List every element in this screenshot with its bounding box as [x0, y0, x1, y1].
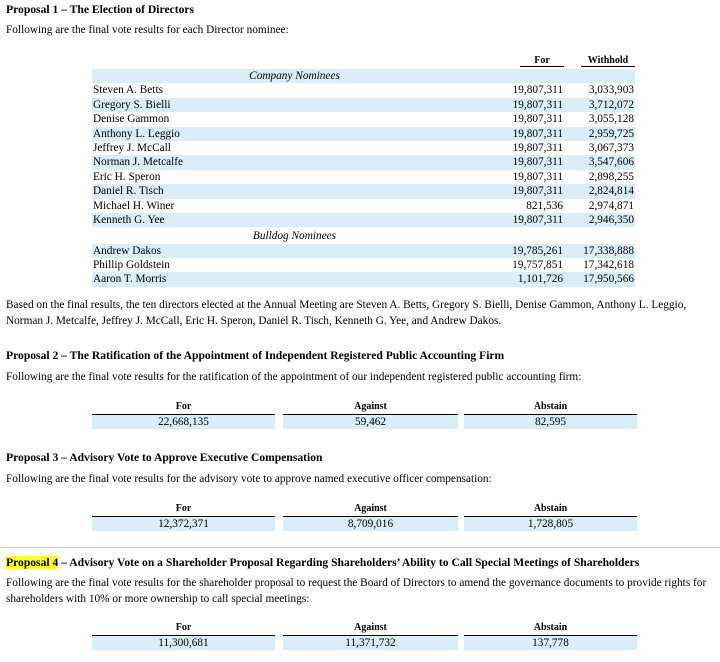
nominee-for-votes: 19,807,311 [512, 170, 563, 183]
proposal4-against-label: Against [283, 620, 458, 636]
nominee-for-votes: 19,807,311 [512, 84, 563, 97]
nominee-for-votes: 19,807,311 [512, 113, 563, 126]
nominee-row [92, 244, 635, 258]
proposal2-for-label: For [92, 399, 275, 415]
nominee-for-votes: 19,807,311 [512, 185, 563, 198]
proposal1-intro: Following are the final vote results for each Director nominee: [6, 24, 289, 36]
proposal4-heading [6, 556, 639, 569]
nominee-name: Aaron T. Morris [93, 273, 167, 286]
nominee-for-votes: 19,807,311 [512, 156, 563, 169]
nominee-for-votes: 19,807,311 [512, 127, 563, 140]
group-company-label: Company Nominees [249, 70, 340, 82]
nominee-name: Jeffrey J. McCall [93, 141, 171, 154]
col-for-header: For [520, 55, 564, 67]
group-bulldog-row [92, 229, 635, 243]
director-table-header [92, 55, 635, 69]
proposal2-for-col [92, 399, 275, 429]
nominee-row [92, 258, 635, 272]
nominee-withhold-votes: 3,055,128 [588, 113, 634, 126]
proposal4-intro: Following are the final vote results for the shareholder proposal to request the Board of Directors to amend the governance documents to provide rights for shareholders with 10% or more ownership to call special meetings: [6, 577, 707, 605]
nominee-withhold-votes: 3,067,373 [588, 141, 634, 154]
proposal2-abstain-value: 82,595 [464, 415, 637, 429]
proposal4-for-col [92, 620, 275, 650]
proposal3-for-value: 12,372,371 [92, 517, 275, 531]
nominee-withhold-votes: 17,950,566 [583, 273, 634, 286]
proposal3-abstain-col [464, 501, 637, 531]
section-divider [0, 547, 720, 548]
nominee-name: Gregory S. Bielli [93, 98, 171, 111]
proposal4-abstain-value: 137,778 [464, 636, 637, 650]
proposal4-vote-table [92, 620, 637, 654]
proposal1-heading: Proposal 1 – The Election of Directors [6, 3, 195, 16]
group-bulldog-label: Bulldog Nominees [252, 230, 337, 243]
proposal3-heading: Proposal 3 – Advisory Vote to Approve Executive Compensation [6, 451, 323, 464]
proposal2-abstain-col [464, 399, 637, 429]
nominee-withhold-votes: 2,946,350 [588, 213, 634, 226]
nominee-name: Michael H. Winer [93, 199, 175, 212]
nominee-row [92, 155, 635, 169]
nominee-withhold-votes: 2,898,255 [588, 170, 634, 183]
nominee-withhold-votes: 3,033,903 [588, 84, 634, 97]
proposal3-intro: Following are the final vote results for the advisory vote to approve named executive officer compensation: [6, 473, 492, 485]
proposal3-for-col [92, 501, 275, 531]
nominee-for-votes: 19,757,851 [512, 259, 563, 272]
nominee-name: Steven A. Betts [93, 84, 163, 97]
nominee-withhold-votes: 2,959,725 [588, 127, 634, 140]
proposal2-against-value: 59,462 [283, 415, 458, 429]
group-company-row [92, 69, 635, 83]
proposal2-vote-table [92, 399, 637, 433]
proposal4-heading-rest: – Advisory Vote on a Shareholder Proposal Regarding Shareholders’ Ability to Call Special Meetings of Shareholders [58, 556, 640, 569]
nominee-withhold-votes: 3,712,072 [588, 98, 634, 111]
proposal3-abstain-value: 1,728,805 [464, 517, 637, 531]
nominee-withhold-votes: 2,974,871 [588, 199, 634, 212]
nominee-withhold-votes: 3,547,606 [588, 156, 634, 169]
proposal2-abstain-label: Abstain [464, 399, 637, 415]
nominee-row [92, 170, 635, 184]
proposal2-heading: Proposal 2 – The Ratification of the Appointment of Independent Registered Public Accounting Firm [6, 349, 505, 362]
nominee-row [92, 141, 635, 155]
proposal2-against-label: Against [283, 399, 458, 415]
nominee-name: Denise Gammon [93, 113, 170, 126]
company-nominee-rows [92, 83, 635, 227]
nominee-row [92, 213, 635, 227]
nominee-name: Kenneth G. Yee [93, 213, 165, 226]
nominee-for-votes: 821,536 [526, 199, 563, 212]
proposal1-summary: Based on the final results, the ten directors elected at the Annual Meeting are Steven A. Betts, Gregory S. Bielli, Denise Gammon, Anthony L. Leggio, Norman J. Metcalfe, Jeffrey J. McCall, Eric H. Speron, Daniel R. Tisch, Kenneth G. Yee, and Andrew Dakos. [6, 299, 687, 327]
nominee-withhold-votes: 2,824,814 [588, 185, 634, 198]
proposal4-against-value: 11,371,732 [283, 636, 458, 650]
nominee-row [92, 127, 635, 141]
nominee-for-votes: 19,807,311 [512, 98, 563, 111]
nominee-row [92, 272, 635, 286]
nominee-for-votes: 19,807,311 [512, 141, 563, 154]
proposal4-against-col [283, 620, 458, 650]
nominee-withhold-votes: 17,342,618 [583, 259, 634, 272]
nominee-name: Phillip Goldstein [93, 259, 170, 272]
proposal4-highlight: Proposal 4 [6, 556, 59, 569]
proposal3-against-label: Against [283, 501, 458, 517]
proposal3-for-label: For [92, 501, 275, 517]
nominee-for-votes: 1,101,726 [517, 273, 563, 286]
nominee-row [92, 83, 635, 97]
proposal3-vote-table [92, 501, 637, 535]
proposal3-against-col [283, 501, 458, 531]
proposal3-abstain-label: Abstain [464, 501, 637, 517]
nominee-row [92, 184, 635, 198]
proposal3-against-value: 8,709,016 [283, 517, 458, 531]
bulldog-nominee-rows [92, 244, 635, 287]
nominee-name: Anthony L. Leggio [93, 127, 180, 140]
proposal2-intro: Following are the final vote results for the ratification of the appointment of our independent registered public accounting firm: [6, 371, 582, 383]
proposal4-for-value: 11,300,681 [92, 636, 275, 650]
nominee-for-votes: 19,807,311 [512, 213, 563, 226]
director-vote-table [92, 55, 635, 287]
proposal4-abstain-label: Abstain [464, 620, 637, 636]
nominee-row [92, 112, 635, 126]
proposal2-for-value: 22,668,135 [92, 415, 275, 429]
nominee-row [92, 199, 635, 213]
nominee-for-votes: 19,785,261 [512, 244, 563, 257]
nominee-withhold-votes: 17,338,888 [583, 244, 634, 257]
nominee-name: Andrew Dakos [93, 244, 162, 257]
col-withhold-header: Withhold [581, 55, 635, 67]
nominee-name: Eric H. Speron [93, 170, 161, 183]
nominee-name: Norman J. Metcalfe [93, 156, 184, 169]
nominee-name: Daniel R. Tisch [93, 185, 164, 198]
proposal4-abstain-col [464, 620, 637, 650]
nominee-row [92, 98, 635, 112]
proposal2-against-col [283, 399, 458, 429]
proposal4-for-label: For [92, 620, 275, 636]
